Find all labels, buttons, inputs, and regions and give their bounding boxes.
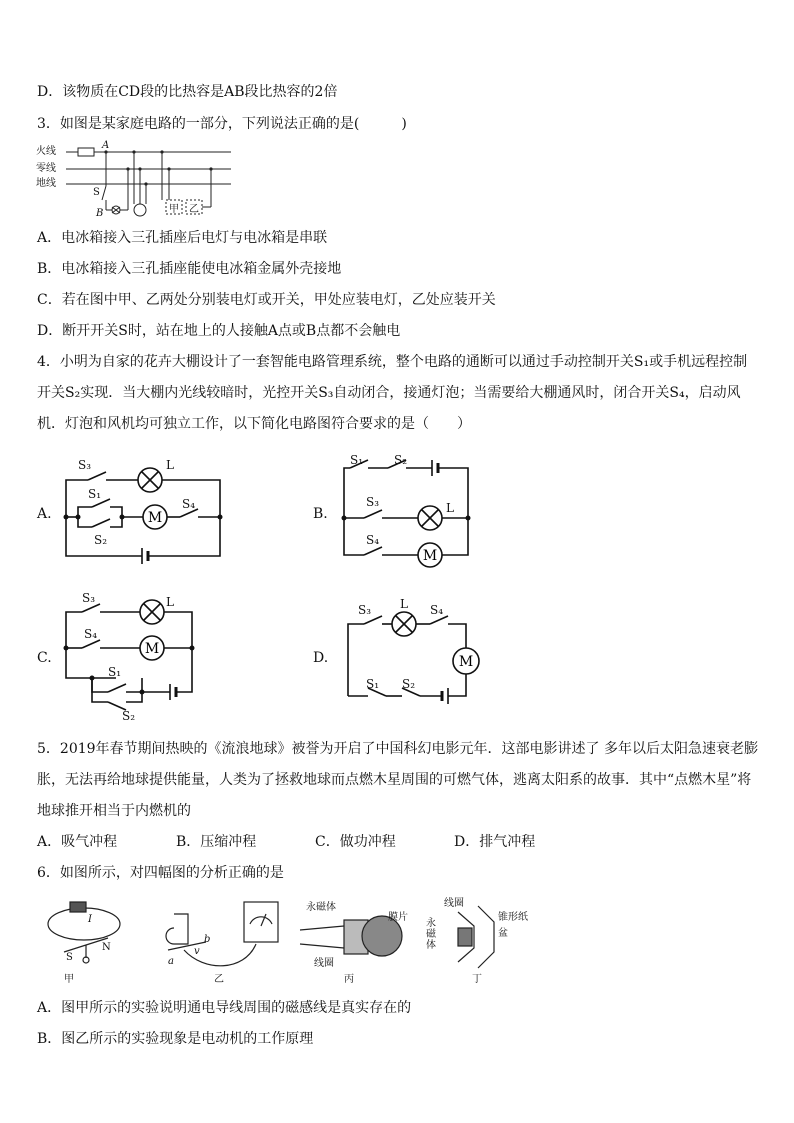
fig-jia-current-label: I <box>88 914 92 925</box>
circuit-a-s1-label: S₁ <box>88 487 102 501</box>
circuit-c-s2-label: S₂ <box>122 709 136 723</box>
q6-four-figures <box>44 892 534 988</box>
circuit-c-s1-label: S₁ <box>108 665 122 679</box>
fig-jia-n-label: N <box>102 942 111 953</box>
circuit-b-s3-label: S₃ <box>366 495 380 509</box>
circuit-a-l-label: L <box>166 458 174 472</box>
fig-yi-caption: 乙 <box>214 974 224 985</box>
circuit-b-s1-label: S₁ <box>350 453 364 467</box>
fig-bing-diaphragm-label: 膜片 <box>388 912 408 923</box>
circuit-b-s2-label: S₂ <box>394 453 408 467</box>
circuit-d-s2-label: S₂ <box>402 677 416 691</box>
jia-position-label: 甲 <box>169 204 179 215</box>
q6-option-a: A．图甲所示的实验说明通电导线周围的磁感线是真实存在的 <box>37 1000 412 1016</box>
circuit-a-s4-label: S₄ <box>182 497 196 511</box>
circuit-c-s4-label: S₄ <box>84 627 98 641</box>
fig-yi-v-label: v <box>194 946 200 957</box>
fig-bing-magnet-label: 永磁体 <box>306 902 336 913</box>
q5-stem-line3: 地球推开相当于内燃机的 <box>37 803 191 819</box>
circuit-b-l-label: L <box>446 501 454 515</box>
circuit-a-diagram <box>58 452 228 572</box>
q5-stem-line1: 5．2019年春节期间热映的《流浪地球》被誉为开启了中国科幻电影元年．这部电影讲述了 多年以后太阳急速衰老膨 <box>37 741 758 757</box>
circuit-d-motor-label: M <box>458 654 474 670</box>
ground-wire-label: 地线 <box>36 178 56 189</box>
fig-yi-b-label: b <box>204 934 211 945</box>
q3-household-circuit-figure <box>36 138 236 222</box>
neutral-wire-label: 零线 <box>36 163 56 174</box>
fig-jia-caption: 甲 <box>64 974 74 985</box>
point-a-label: A <box>102 140 110 151</box>
fig-bing-caption: 丙 <box>344 974 354 985</box>
circuit-d-s1-label: S₁ <box>366 677 380 691</box>
q3-stem: 3．如图是某家庭电路的一部分，下列说法正确的是( ) <box>37 116 407 132</box>
circuit-c-l-label: L <box>166 595 174 609</box>
circuit-b-s4-label: S₄ <box>366 533 380 547</box>
circuit-d-diagram <box>336 596 492 714</box>
q6-option-b: B．图乙所示的实验现象是电动机的工作原理 <box>37 1031 314 1047</box>
circuit-c-motor-label: M <box>144 641 160 657</box>
circuit-a-motor-label: M <box>147 510 163 526</box>
point-b-label: B <box>96 208 104 219</box>
q3-option-c: C．若在图中甲、乙两处分别装电灯或开关，甲处应装电灯，乙处应装开关 <box>37 292 496 308</box>
fig-ding-cone-label: 锥形纸盆 <box>498 912 528 939</box>
circuit-b-motor-label: M <box>422 548 438 564</box>
q2-option-d: D．该物质在CD段的比热容是AB段比热容的2倍 <box>37 84 338 100</box>
circuit-b-diagram <box>336 452 486 574</box>
q5-option-c: C．做功冲程 <box>315 834 396 850</box>
q5-option-b: B．压缩冲程 <box>176 834 257 850</box>
switch-s-label: S <box>93 187 100 198</box>
q3-circuit-drawing <box>36 138 236 222</box>
q4-stem-line3: 机．灯泡和风机均可独立工作，以下简化电路图符合要求的是（ ） <box>37 416 471 432</box>
q3-option-b: B．电冰箱接入三孔插座能使电冰箱金属外壳接地 <box>37 261 342 277</box>
q5-stem-line2: 胀，无法再给地球提供能量，人类为了拯救地球而点燃木星周围的可燃气体，逃离太阳系的故事．其中“点燃木星”将 <box>37 772 752 788</box>
circuit-c-diagram <box>58 590 208 725</box>
q5-option-a: A．吸气冲程 <box>37 834 118 850</box>
fig-ding-coil-label: 线圈 <box>444 898 464 909</box>
circuit-c-s3-label: S₃ <box>82 591 96 605</box>
fig-ding-magnet-label: 永磁体 <box>426 918 436 951</box>
q4-stem-line1: 4．小明为自家的花卉大棚设计了一套智能电路管理系统，整个电路的通断可以通过手动控制开关S₁或手机远程控制 <box>37 354 748 370</box>
fig-yi-a-label: a <box>168 956 174 967</box>
circuit-a-option-label: A. <box>37 506 52 522</box>
circuit-a-s3-label: S₃ <box>78 458 92 472</box>
q3-option-d: D．断开开关S时，站在地上的人接触A点或B点都不会触电 <box>37 323 401 339</box>
circuit-a-s2-label: S₂ <box>94 533 108 547</box>
fig-ding-caption: 丁 <box>472 974 482 985</box>
q5-option-d: D．排气冲程 <box>454 834 536 850</box>
circuit-d-s4-label: S₄ <box>430 603 444 617</box>
circuit-b-option-label: B. <box>313 506 328 522</box>
q6-stem: 6．如图所示，对四幅图的分析正确的是 <box>37 865 284 881</box>
circuit-c-option-label: C. <box>37 650 52 666</box>
circuit-d-l-label: L <box>400 597 408 611</box>
q4-stem-line2: 开关S₂实现．当大棚内光线较暗时，光控开关S₃自动闭合，接通灯泡；当需要给大棚通风时，闭合开关S₄，启动风 <box>37 385 741 401</box>
fig-jia-s-label: S <box>66 952 73 963</box>
live-wire-label: 火线 <box>36 146 56 157</box>
q3-option-a: A．电冰箱接入三孔插座后电灯与电冰箱是串联 <box>37 230 328 246</box>
circuit-d-s3-label: S₃ <box>358 603 372 617</box>
circuit-d-option-label: D. <box>313 650 329 666</box>
fig-bing-coil-label: 线圈 <box>314 958 334 969</box>
yi-position-label: 乙 <box>189 204 199 215</box>
